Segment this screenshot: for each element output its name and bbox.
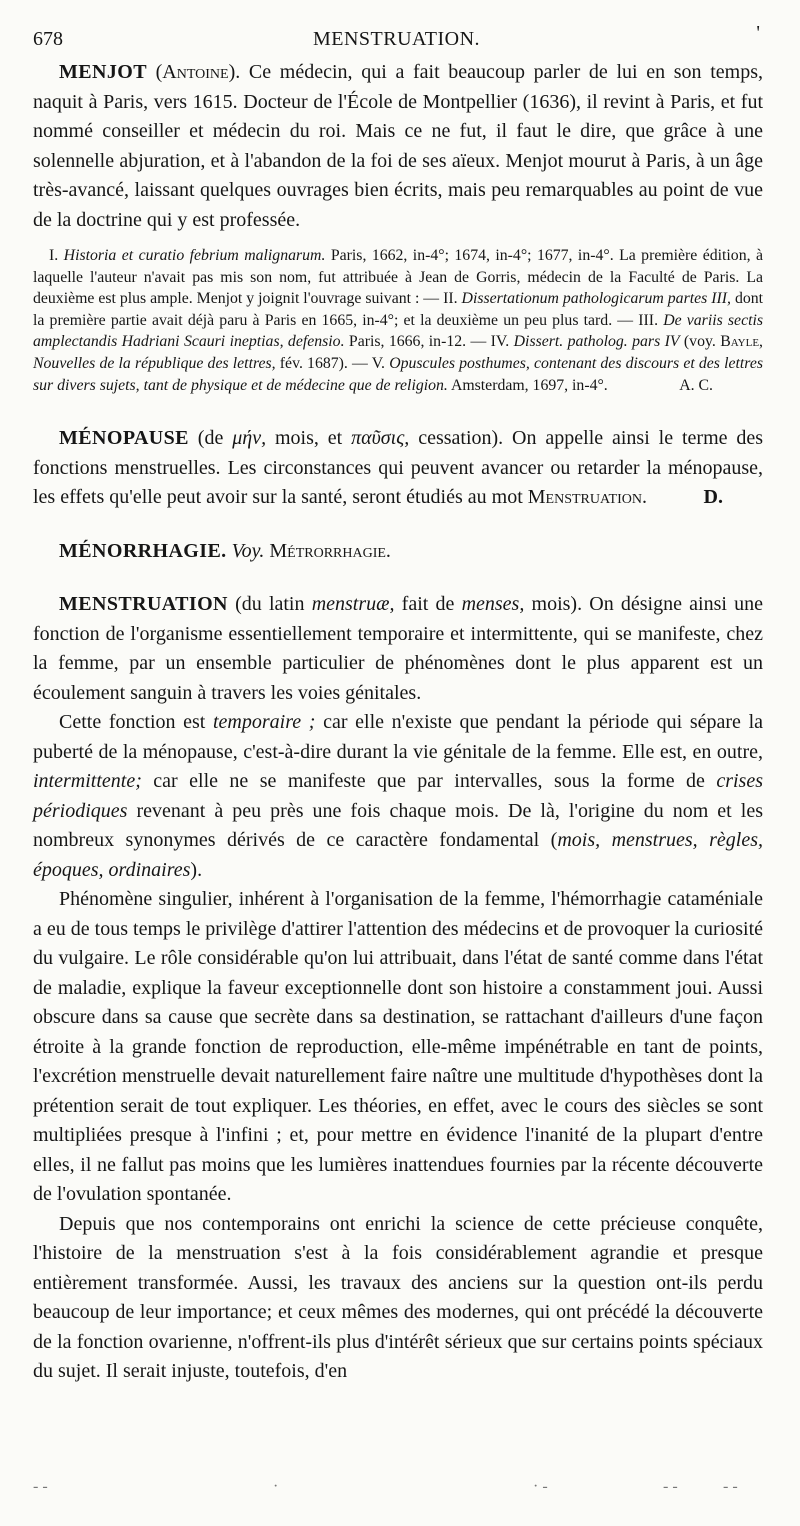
paragraph: Depuis que nos contemporains ont enrichi la science de cette précieuse conquête, l'histoire de la menstruation s'est à la fois considérablement agrandie et presque entièrement transformée. Aussi, les travaux des anciens sur la question ont-ils perdu beaucoup de leur importance; et ceux mêmes des modernes, qui ont précédé la découverte de la fonction ovarienne, n'offrent-ils plus d'intérêt sérieux que sur certains points spéciaux du sujet. Il serait injuste, toutefois, d'en <box>33 1212 763 1383</box>
running-title: MENSTRUATION. <box>312 28 481 50</box>
text: Cette fonction est <box>59 711 206 734</box>
scan-mark: · <box>273 1478 279 1495</box>
text: car elle n'existe que pendant la période qui sépare la puberté de la ménopause, c'est-à-dire durant la vie génitale de la femme. Elle est, en outre, <box>33 711 764 763</box>
signature-menjot: A. C. <box>679 376 713 394</box>
biblio-author: Bayle, <box>720 333 763 351</box>
text: mois). On désigne ainsi une fonction de l'organisme essentiellement temporaire et intermittente, qui se manifeste, chez la femme, par un ensemble particulier de phénomènes dont le plus apparent est un écoulement sanguin à travers les voies génitales. <box>33 593 764 704</box>
biblio-title: Nouvelles de la république des lettres, <box>33 354 276 372</box>
synonyms: mois, menstrues, règles, époques, ordinaires <box>33 829 763 881</box>
biblio-text: Amsterdam, 1697, in-4°. <box>450 376 608 394</box>
menjot-text: Ce médecin, qui a fait beaucoup parler de lui en son temps, naquit à Paris, vers 1615. Docteur de l'École de Montpellier (1636), il revint à Paris, et fut nommé conseiller et médecin du roi. Mais ce ne fut, il faut le dire, que grâce à une solennelle abjuration, et à l'abandon de la foi de ses aïeux. Menjot mourut à Paris, à un âge très-avancé, laissant quelques ouvrages bien écrits, mais peu remarquables au point de vue de la doctrine qui y est professée. <box>33 61 764 231</box>
menopause-text: mois, et <box>274 427 343 450</box>
biblio-title: De variis sectis amplectandis Hadriani Scauri ineptias, defensio. <box>33 311 764 351</box>
menopause-text: cessation). On appelle ainsi le terme des fonctions menstruelles. Les circonstances qui peuvent avancer ou retarder la ménopause, les effets qu'elle peut avoir sur la santé, seront étudiés au mot <box>33 427 764 509</box>
corner-mark: ' <box>756 22 760 44</box>
latin-term: menses, <box>461 593 525 616</box>
text: fait de <box>401 593 455 616</box>
biblio-text: (voy. <box>683 333 716 351</box>
page-header <box>33 22 760 54</box>
biblio-label: I. <box>49 247 59 264</box>
page-number: 678 <box>33 28 63 50</box>
scan-mark: - - <box>723 1478 738 1495</box>
biblio-title: Opuscules posthumes, contenant des discours et des lettres sur divers sujets, tant de physique et de médecine que de religion. <box>33 354 763 394</box>
scan-mark: - - <box>663 1478 678 1495</box>
emphasis: temporaire ; <box>213 711 316 734</box>
crossref-link[interactable]: Menstruation. <box>527 486 647 509</box>
voy-label: Voy. <box>231 539 265 562</box>
biblio-label: V. <box>371 354 386 372</box>
paragraph: Phénomène singulier, inhérent à l'organisation de la femme, l'hémorrhagie cataméniale a eu de tous temps le privilège d'attirer l'attention des médecins et de provoquer la curiosité du vulgaire. Le rôle considérable qu'on lui attribuait, dans l'état de santé comme dans l'état de maladie, explique la faveur exceptionnelle dont son histoire a constamment joui. Aussi obscure dans sa cause que secrète dans sa destination, se rattachant d'ailleurs d'une façon étroite à la grande fonction de reproduction, elle-même impénétrable en tant de points, l'excrétion menstruelle devait naturellement faire naître une multitude d'hypothèses dont la prétention serait de tout expliquer. Les théories, en effet, avec le cours des siècles se sont multipliées presque à l'infini ; et, pour mettre en évidence l'inanité de la plupart d'entre elles, il ne fallut pas moins que les lumières inattendues fournies par la récente découverte de l'ovulation spontanée. <box>33 888 763 1206</box>
paragraph <box>33 708 763 885</box>
biblio-title: Historia et curatio febrium malignarum. <box>63 247 326 264</box>
greek-word: μήν, <box>232 427 267 450</box>
text: (du latin <box>235 593 305 616</box>
biblio-label: IV. <box>490 333 510 351</box>
page-body <box>33 58 763 1387</box>
headword-menopause: MÉNOPAUSE <box>59 427 189 450</box>
biblio-text: Paris, 1666, in-12. — <box>348 333 487 351</box>
latin-term: menstruæ, <box>311 593 395 616</box>
text: car elle ne se manifeste que par intervalles, sous la forme de <box>153 770 705 793</box>
headword-menjot: MENJOT <box>59 61 147 83</box>
entry-menjot <box>33 58 763 235</box>
emphasis: intermittente; <box>33 770 142 793</box>
signature-menopause: D. <box>703 486 723 509</box>
scan-mark: · - <box>533 1478 548 1495</box>
biblio-title: Dissert. patholog. pars IV <box>513 333 680 351</box>
menjot-given-name: (Antoine). <box>155 61 241 83</box>
headword-menorrhagie: MÉNORRHAGIE. <box>59 539 227 562</box>
entry-menstruation <box>33 590 763 708</box>
biblio-text: dont la première partie avait déjà paru à Paris en 1665, in-4°; et la deuxième un peu plus tard. — <box>33 290 764 329</box>
biblio-text: fév. 1687). — <box>279 354 368 372</box>
entry-menopause <box>33 424 763 513</box>
scan-mark: - - <box>33 1478 48 1495</box>
headword-menstruation: MENSTRUATION <box>59 593 228 616</box>
biblio-label: III. <box>638 311 659 329</box>
text: revenant à peu près une fois chaque mois. De là, l'origine du nom et les nombreux synonymes dérivés de ce caractère fondamental ( <box>33 799 763 852</box>
greek-word: παῦσις, <box>351 427 410 450</box>
biblio-label: II. <box>443 290 458 308</box>
biblio-title: Dissertationum pathologicarum partes III, <box>461 290 731 308</box>
crossref-link[interactable]: Métrorrhagie. <box>269 539 391 562</box>
biblio-text: Paris, 1662, in-4°; 1674, in-4°; 1677, in-4°. La première édition, à laquelle l'auteur n'avait pas mis son nom, fut attribuée à Jean de Gorris, médecin de la Faculté de Paris. La deuxième est plus ample. Menjot y joignit l'ouvrage suivant : — <box>33 247 763 308</box>
page-footer <box>33 1478 760 1498</box>
menjot-bibliography <box>33 245 763 396</box>
emphasis: crises périodiques <box>33 770 764 822</box>
text: ). <box>190 858 203 881</box>
menopause-text: (de <box>197 427 224 450</box>
entry-menorrhagie <box>33 537 763 567</box>
